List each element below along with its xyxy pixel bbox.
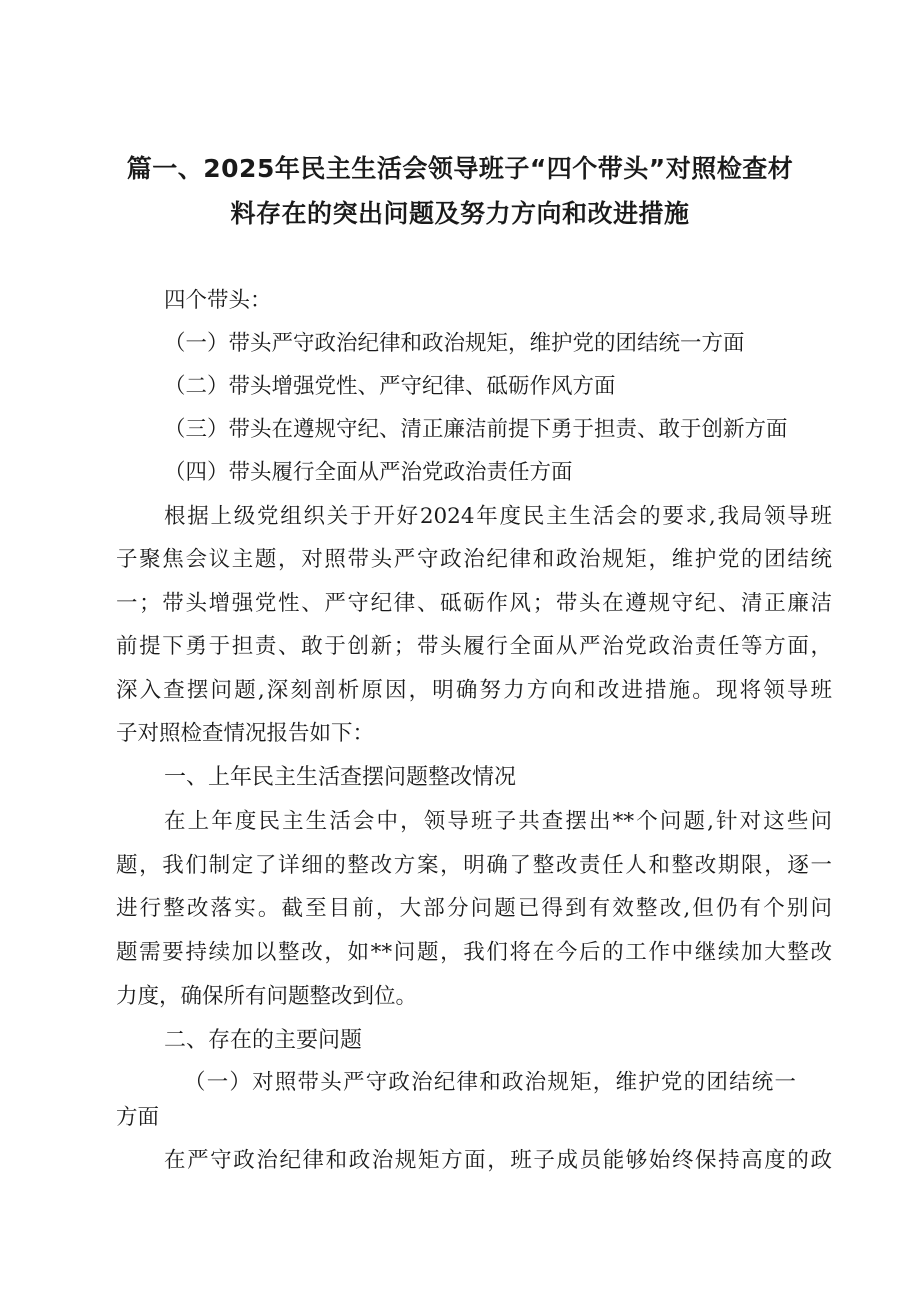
section1-heading: 一、上年民主生活查摆问题整改情况	[164, 765, 517, 790]
section2-heading: 二、存在的主要问题	[164, 1028, 363, 1053]
document-title-line-2: 料存在的突出问题及努力方向和改进措施	[230, 199, 690, 228]
para1-line-6: 子对照检查情况报告如下：	[116, 721, 375, 746]
para1-line-5: 深入查摆问题,深刻剖析原因，明确努力方向和改进措施。现将领导班	[116, 678, 832, 703]
intro-label: 四个带头：	[164, 288, 272, 313]
section2-sub1-line-1: （一）对照带头严守政治纪律和政治规矩，维护党的团结统一	[184, 1070, 796, 1095]
document-title-line-1: 篇一、2025年民主生活会领导班子“四个带头”对照检查材	[126, 154, 794, 183]
section1-line-1: 在上年度民主生活会中，领导班子共查摆出**个问题,针对这些问	[164, 809, 832, 834]
section2-para-line-1: 在严守政治纪律和政治规矩方面，班子成员能够始终保持高度的政	[164, 1148, 832, 1173]
para1-line-2: 子聚焦会议主题，对照带头严守政治纪律和政治规矩，维护党的团结统	[116, 547, 832, 572]
section2-sub1-line-2: 方面	[116, 1105, 160, 1130]
para1-line-3: 一；带头增强党性、严守纪律、砥砺作风；带头在遵规守纪、清正廉洁	[116, 591, 832, 616]
section1-line-5: 力度，确保所有问题整改到位。	[116, 984, 418, 1009]
para1-line-1: 根据上级党组织关于开好2024年度民主生活会的要求,我局领导班	[164, 504, 832, 529]
section1-line-2: 题，我们制定了详细的整改方案，明确了整改责任人和整改期限，逐一	[116, 853, 832, 878]
intro-item-4: （四）带头履行全面从严治党政治责任方面	[164, 460, 573, 485]
section1-line-4: 题需要持续加以整改，如**问题，我们将在今后的工作中继续加大整改	[116, 940, 832, 965]
section1-line-3: 进行整改落实。截至目前，大部分问题已得到有效整改,但仍有个别问	[116, 896, 832, 921]
intro-item-1: （一）带头严守政治纪律和政治规矩，维护党的团结统一方面	[164, 331, 745, 356]
intro-item-2: （二）带头增强党性、严守纪律、砥砺作风方面	[164, 374, 616, 399]
intro-item-3: （三）带头在遵规守纪、清正廉洁前提下勇于担责、敢于创新方面	[164, 417, 788, 442]
para1-line-4: 前提下勇于担责、敢于创新；带头履行全面从严治党政治责任等方面，	[116, 634, 832, 659]
